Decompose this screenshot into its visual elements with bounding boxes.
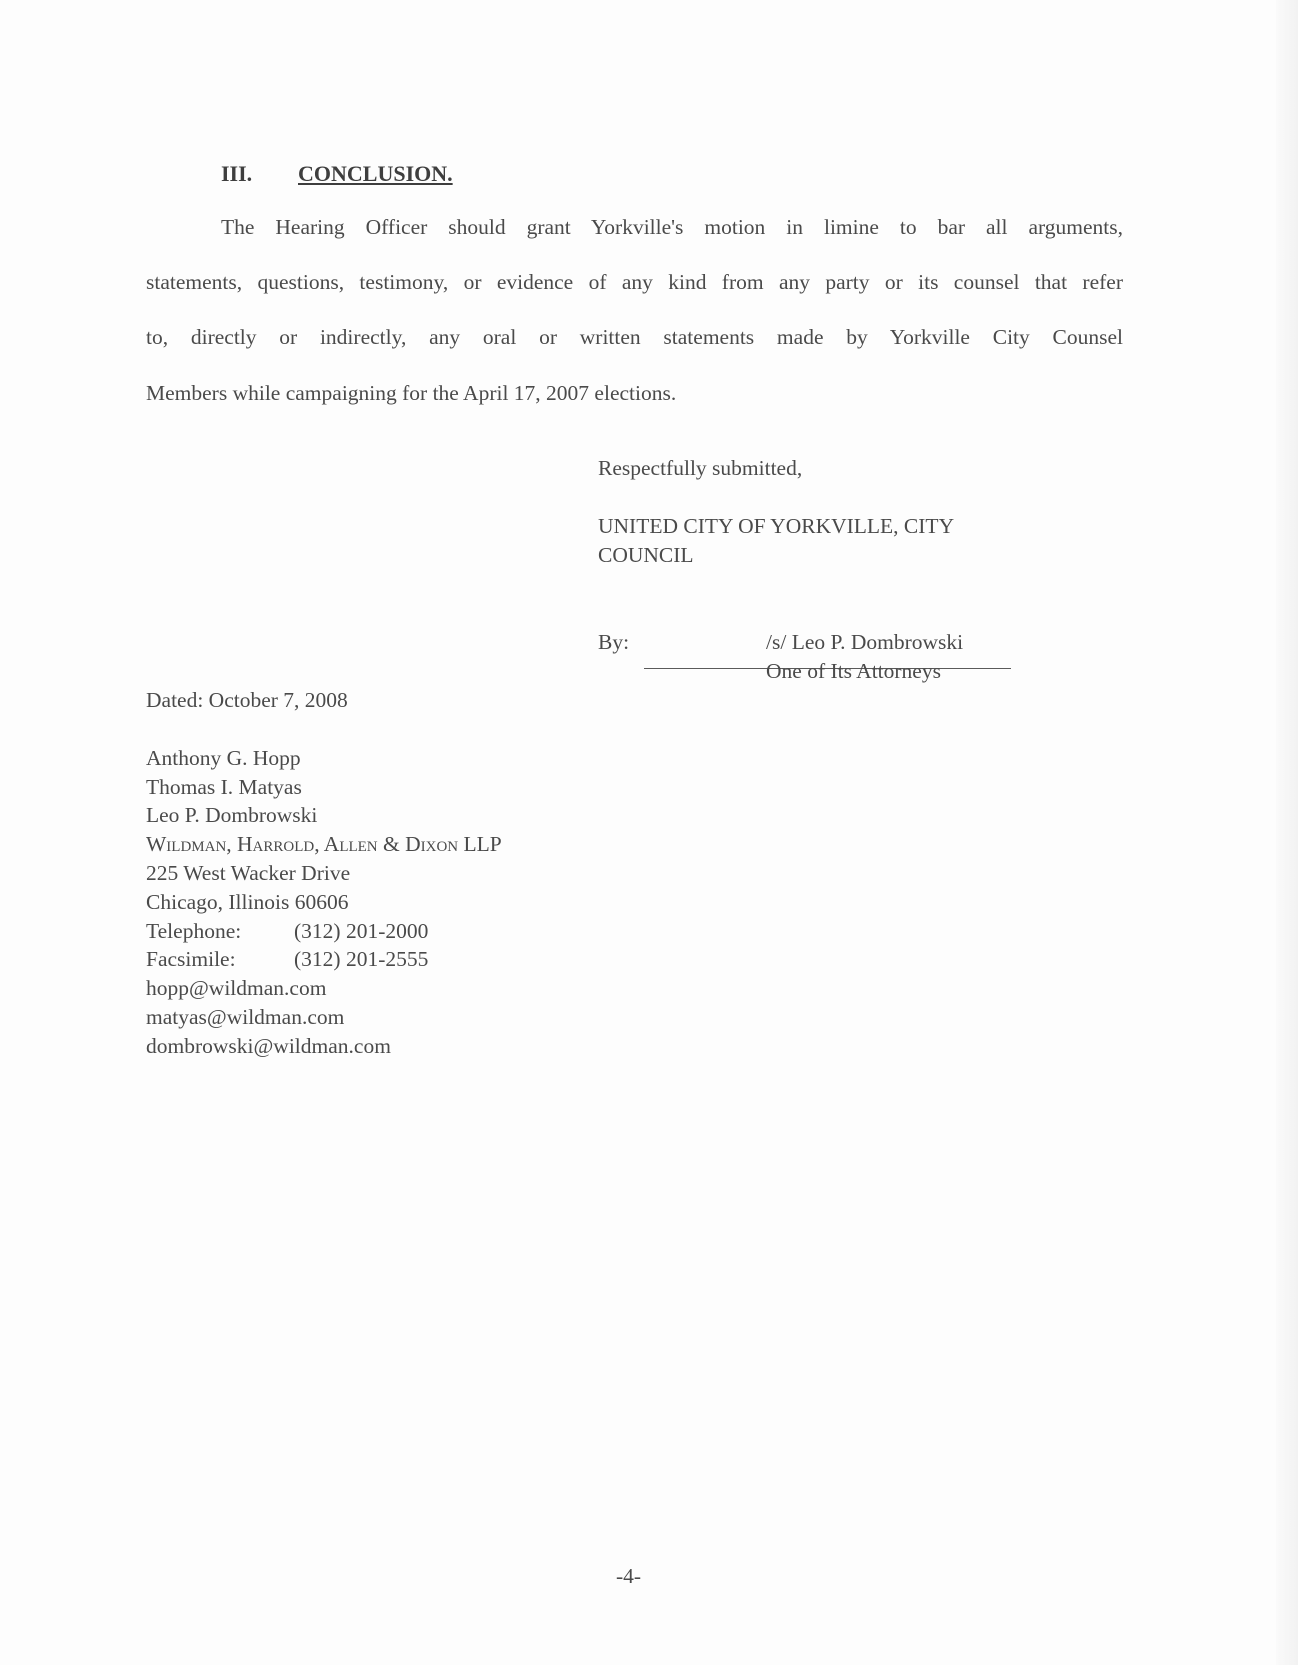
body-paragraph-line-2: statements, questions, testimony, or evidence of any kind from any party or its counsel that refer [146, 270, 1123, 294]
email-matyas: matyas@wildman.com [146, 1005, 345, 1029]
telephone-label: Telephone: [146, 919, 242, 943]
body-paragraph-line-4: Members while campaigning for the April 17, 2007 elections. [146, 381, 677, 405]
party-name-line-2: COUNCIL [598, 543, 694, 567]
section-number: III. [221, 161, 253, 186]
body-paragraph-line-3: to, directly or indirectly, any oral or written statements made by Yorkville City Counsel [146, 325, 1123, 349]
firm-city-state-zip: Chicago, Illinois 60606 [146, 890, 349, 914]
counsel-name-1: Anthony G. Hopp [146, 746, 301, 770]
party-name-line-1: UNITED CITY OF YORKVILLE, CITY [598, 514, 955, 538]
counsel-name-3: Leo P. Dombrowski [146, 803, 318, 827]
facsimile-label: Facsimile: [146, 947, 236, 971]
firm-street-address: 225 West Wacker Drive [146, 861, 351, 885]
facsimile-number: (312) 201-2555 [294, 947, 429, 971]
respectfully-submitted: Respectfully submitted, [598, 456, 803, 480]
body-paragraph-line-1: The Hearing Officer should grant Yorkville's motion in limine to bar all arguments, [221, 215, 1123, 239]
date-line: Dated: October 7, 2008 [146, 688, 348, 712]
by-label: By: [598, 630, 630, 654]
signer-role: One of Its Attorneys [766, 659, 941, 683]
section-heading [221, 161, 453, 187]
email-hopp: hopp@wildman.com [146, 976, 327, 1000]
page-number: -4- [616, 1564, 642, 1588]
section-title: CONCLUSION. [298, 161, 453, 186]
counsel-name-2: Thomas I. Matyas [146, 775, 302, 799]
telephone-number: (312) 201-2000 [294, 919, 429, 943]
electronic-signature: /s/ Leo P. Dombrowski [766, 630, 964, 654]
scan-edge-shadow [1276, 0, 1298, 1665]
email-dombrowski: dombrowski@wildman.com [146, 1034, 391, 1058]
law-firm-name: Wildman, Harrold, Allen & Dixon LLP [146, 832, 502, 856]
